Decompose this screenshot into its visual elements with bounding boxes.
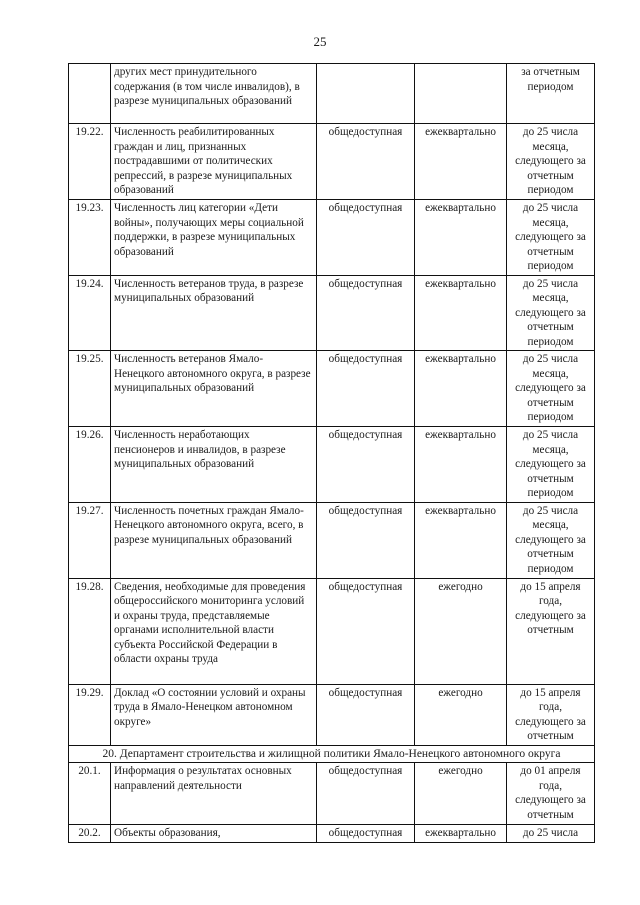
access-type: общедоступная — [317, 578, 415, 684]
deadline: до 25 числа месяца, следующего за отчетным периодом — [507, 427, 595, 503]
access-type: общедоступная — [317, 763, 415, 825]
access-type: общедоступная — [317, 124, 415, 200]
deadline: до 01 апреля года, следующего за отчетным — [507, 763, 595, 825]
periodicity: ежеквартально — [415, 351, 507, 427]
indicator-name: Информация о результатах основных направлений деятельности — [111, 763, 317, 825]
deadline: до 25 числа месяца, следующего за отчетным периодом — [507, 124, 595, 200]
deadline: до 25 числа месяца, следующего за отчетным периодом — [507, 351, 595, 427]
indicator-name: Численность ветеранов Ямало-Ненецкого автономного округа, в разрезе муниципальных образований — [111, 351, 317, 427]
indicator-name: Численность реабилитированных граждан и лиц, признанных пострадавшими от политических репрессий, в разрезе муниципальных образований — [111, 124, 317, 200]
deadline: до 25 числа месяца, следующего за отчетным периодом — [507, 200, 595, 276]
section-title: 20. Департамент строительства и жилищной политики Ямало-Ненецкого автономного округа — [69, 745, 595, 763]
row-number: 19.29. — [69, 684, 111, 745]
table-row — [69, 64, 595, 124]
indicator-name: Численность лиц категории «Дети войны», получающих меры социальной поддержки, в разрезе муниципальных образований — [111, 200, 317, 276]
row-number — [69, 64, 111, 124]
row-number: 20.1. — [69, 763, 111, 825]
table-row — [69, 351, 595, 427]
periodicity: ежегодно — [415, 684, 507, 745]
periodicity: ежеквартально — [415, 502, 507, 578]
table-row — [69, 275, 595, 351]
periodicity: ежеквартально — [415, 124, 507, 200]
table-row — [69, 684, 595, 745]
row-number: 19.25. — [69, 351, 111, 427]
table-row — [69, 578, 595, 684]
access-type: общедоступная — [317, 351, 415, 427]
table-row — [69, 502, 595, 578]
section-header-row — [69, 745, 595, 763]
deadline: до 25 числа месяца, следующего за отчетным периодом — [507, 502, 595, 578]
access-type: общедоступная — [317, 200, 415, 276]
periodicity: ежеквартально — [415, 275, 507, 351]
periodicity: ежегодно — [415, 763, 507, 825]
row-number: 19.26. — [69, 427, 111, 503]
row-number: 19.28. — [69, 578, 111, 684]
deadline: до 15 апреля года, следующего за отчетным — [507, 684, 595, 745]
row-number: 19.22. — [69, 124, 111, 200]
table-row — [69, 825, 595, 843]
periodicity: ежеквартально — [415, 427, 507, 503]
row-number: 19.27. — [69, 502, 111, 578]
page-number: 25 — [313, 34, 327, 49]
row-number: 19.24. — [69, 275, 111, 351]
indicator-name: Численность ветеранов труда, в разрезе муниципальных образований — [111, 275, 317, 351]
indicator-name: Объекты образования, — [111, 825, 317, 843]
deadline: за отчетным периодом — [507, 64, 595, 124]
access-type — [317, 64, 415, 124]
deadline: до 15 апреля года, следующего за отчетным — [507, 578, 595, 684]
access-type: общедоступная — [317, 502, 415, 578]
access-type: общедоступная — [317, 825, 415, 843]
indicator-name: Доклад «О состоянии условий и охраны труда в Ямало-Ненецком автономном округе» — [111, 684, 317, 745]
row-number: 19.23. — [69, 200, 111, 276]
deadline: до 25 числа месяца, следующего за отчетным периодом — [507, 275, 595, 351]
access-type: общедоступная — [317, 427, 415, 503]
periodicity: ежеквартально — [415, 200, 507, 276]
table-row — [69, 763, 595, 825]
access-type: общедоступная — [317, 275, 415, 351]
table-row — [69, 124, 595, 200]
row-number: 20.2. — [69, 825, 111, 843]
indicator-name: других мест принудительного содержания (в том числе инвалидов), в разрезе муниципальных образований — [111, 64, 317, 124]
table-row — [69, 200, 595, 276]
deadline: до 25 числа — [507, 825, 595, 843]
table-row — [69, 427, 595, 503]
indicator-name: Сведения, необходимые для проведения общероссийского мониторинга условий и охраны труда, представляемые органами исполнительной власти субъекта Российской Федерации в области охраны труда — [111, 578, 317, 684]
periodicity: ежеквартально — [415, 825, 507, 843]
access-type: общедоступная — [317, 684, 415, 745]
registry-table — [68, 63, 595, 843]
periodicity: ежегодно — [415, 578, 507, 684]
indicator-name: Численность почетных граждан Ямало-Ненецкого автономного округа, всего, в разрезе муниципальных образований — [111, 502, 317, 578]
indicator-name: Численность неработающих пенсионеров и инвалидов, в разрезе муниципальных образований — [111, 427, 317, 503]
periodicity — [415, 64, 507, 124]
